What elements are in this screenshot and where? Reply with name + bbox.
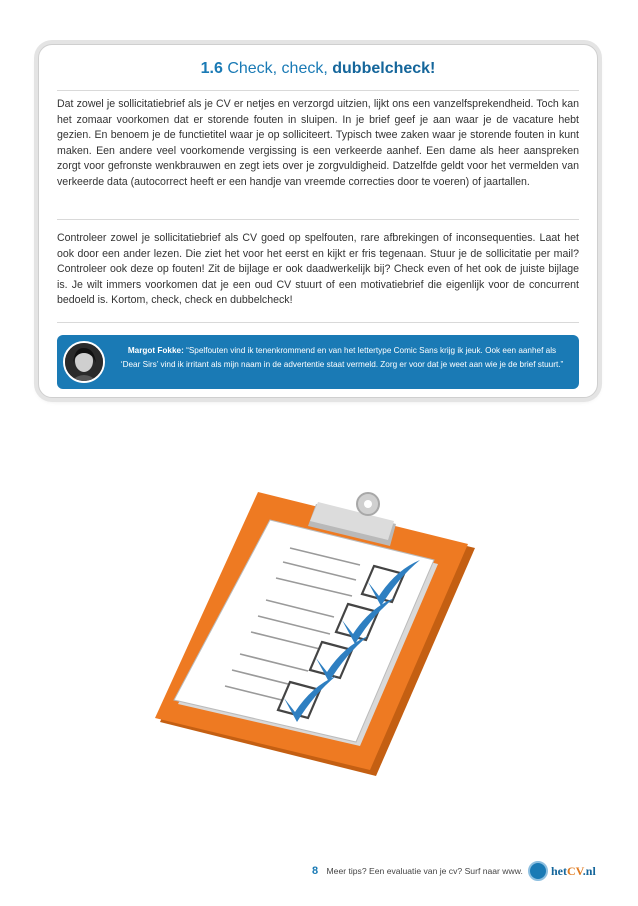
divider [57, 90, 579, 91]
quote-author: Margot Fokke: [127, 346, 184, 355]
divider [57, 219, 579, 220]
paragraph-1: Dat zowel je sollicitatiebrief als je CV er netjes en verzorgd uitzien, lijkt ons een vanzelfsprekendheid. Toch kan het zomaar voorkomen dat er storende fouten in sluipen. In je brief geef je aan waar je de vacature hebt gezien. En benoem je de functietitel waar je op solliciteert. Typisch twee zaken waar je storende fouten in kunt maken. Een andere veel voorkomende vergissing is een verkeerde aanhef. Een dame als heer aanspreken zorgt voor gefronste wenkbrauwen en zegt iets over je zorgvuldigheid. Datzelfde geldt voor het vermelden van verkeerde data (autocorrect heeft er een handje van vreemde correcties door te voeren) of jaartallen. [57, 98, 579, 188]
section-title [39, 60, 597, 78]
quote-text [117, 344, 567, 372]
section-number: 1.6 [200, 60, 223, 77]
hetcv-logo[interactable] [528, 860, 596, 882]
avatar [63, 341, 105, 383]
footer-text: Meer tips? Een evaluatie van je cv? Surf naar www. [326, 866, 523, 876]
logo-badge-icon [528, 861, 548, 881]
portrait-icon [65, 343, 103, 381]
divider [57, 322, 579, 323]
page-footer [312, 865, 523, 877]
section-title-plain: Check, check, [227, 60, 328, 77]
logo-text: hetCV.nl [551, 863, 596, 878]
paragraph-2: Controleer zowel je sollicitatiebrief als CV goed op spelfouten, rare afbrekingen of inconsequenties. Laat het ook door een ander lezen. Die ziet het voor het eerst en kijkt er fris tegenaan. Stuur je de sollicitatie per mail? Controleer ook deze op fouten! Zit de bijlage er ook daadwerkelijk bij? Check even of het ook de juiste bijlage is. Je wilt immers voorkomen dat je een oud CV stuurt of een motivatiebrief die eigenlijk voor de concurrent bedoeld is. Kortom, check, check en dubbelcheck! [57, 232, 579, 306]
page-number: 8 [312, 865, 319, 877]
tip-card [38, 44, 598, 398]
section-title-bold: dubbelcheck! [332, 60, 436, 77]
clipboard-illustration [138, 478, 478, 778]
expert-quote [57, 335, 579, 389]
quote-body: “Spelfouten vind ik tenenkrommend en van het lettertype Comic Sans krijg ik jeuk. Ook een aanhef als ‘Dear Sirs’ vind ik irritant als mijn naam in de advertentie staat vermeld. Zorg er voor dat je weet aan wie je de brief stuurt.” [120, 346, 564, 369]
